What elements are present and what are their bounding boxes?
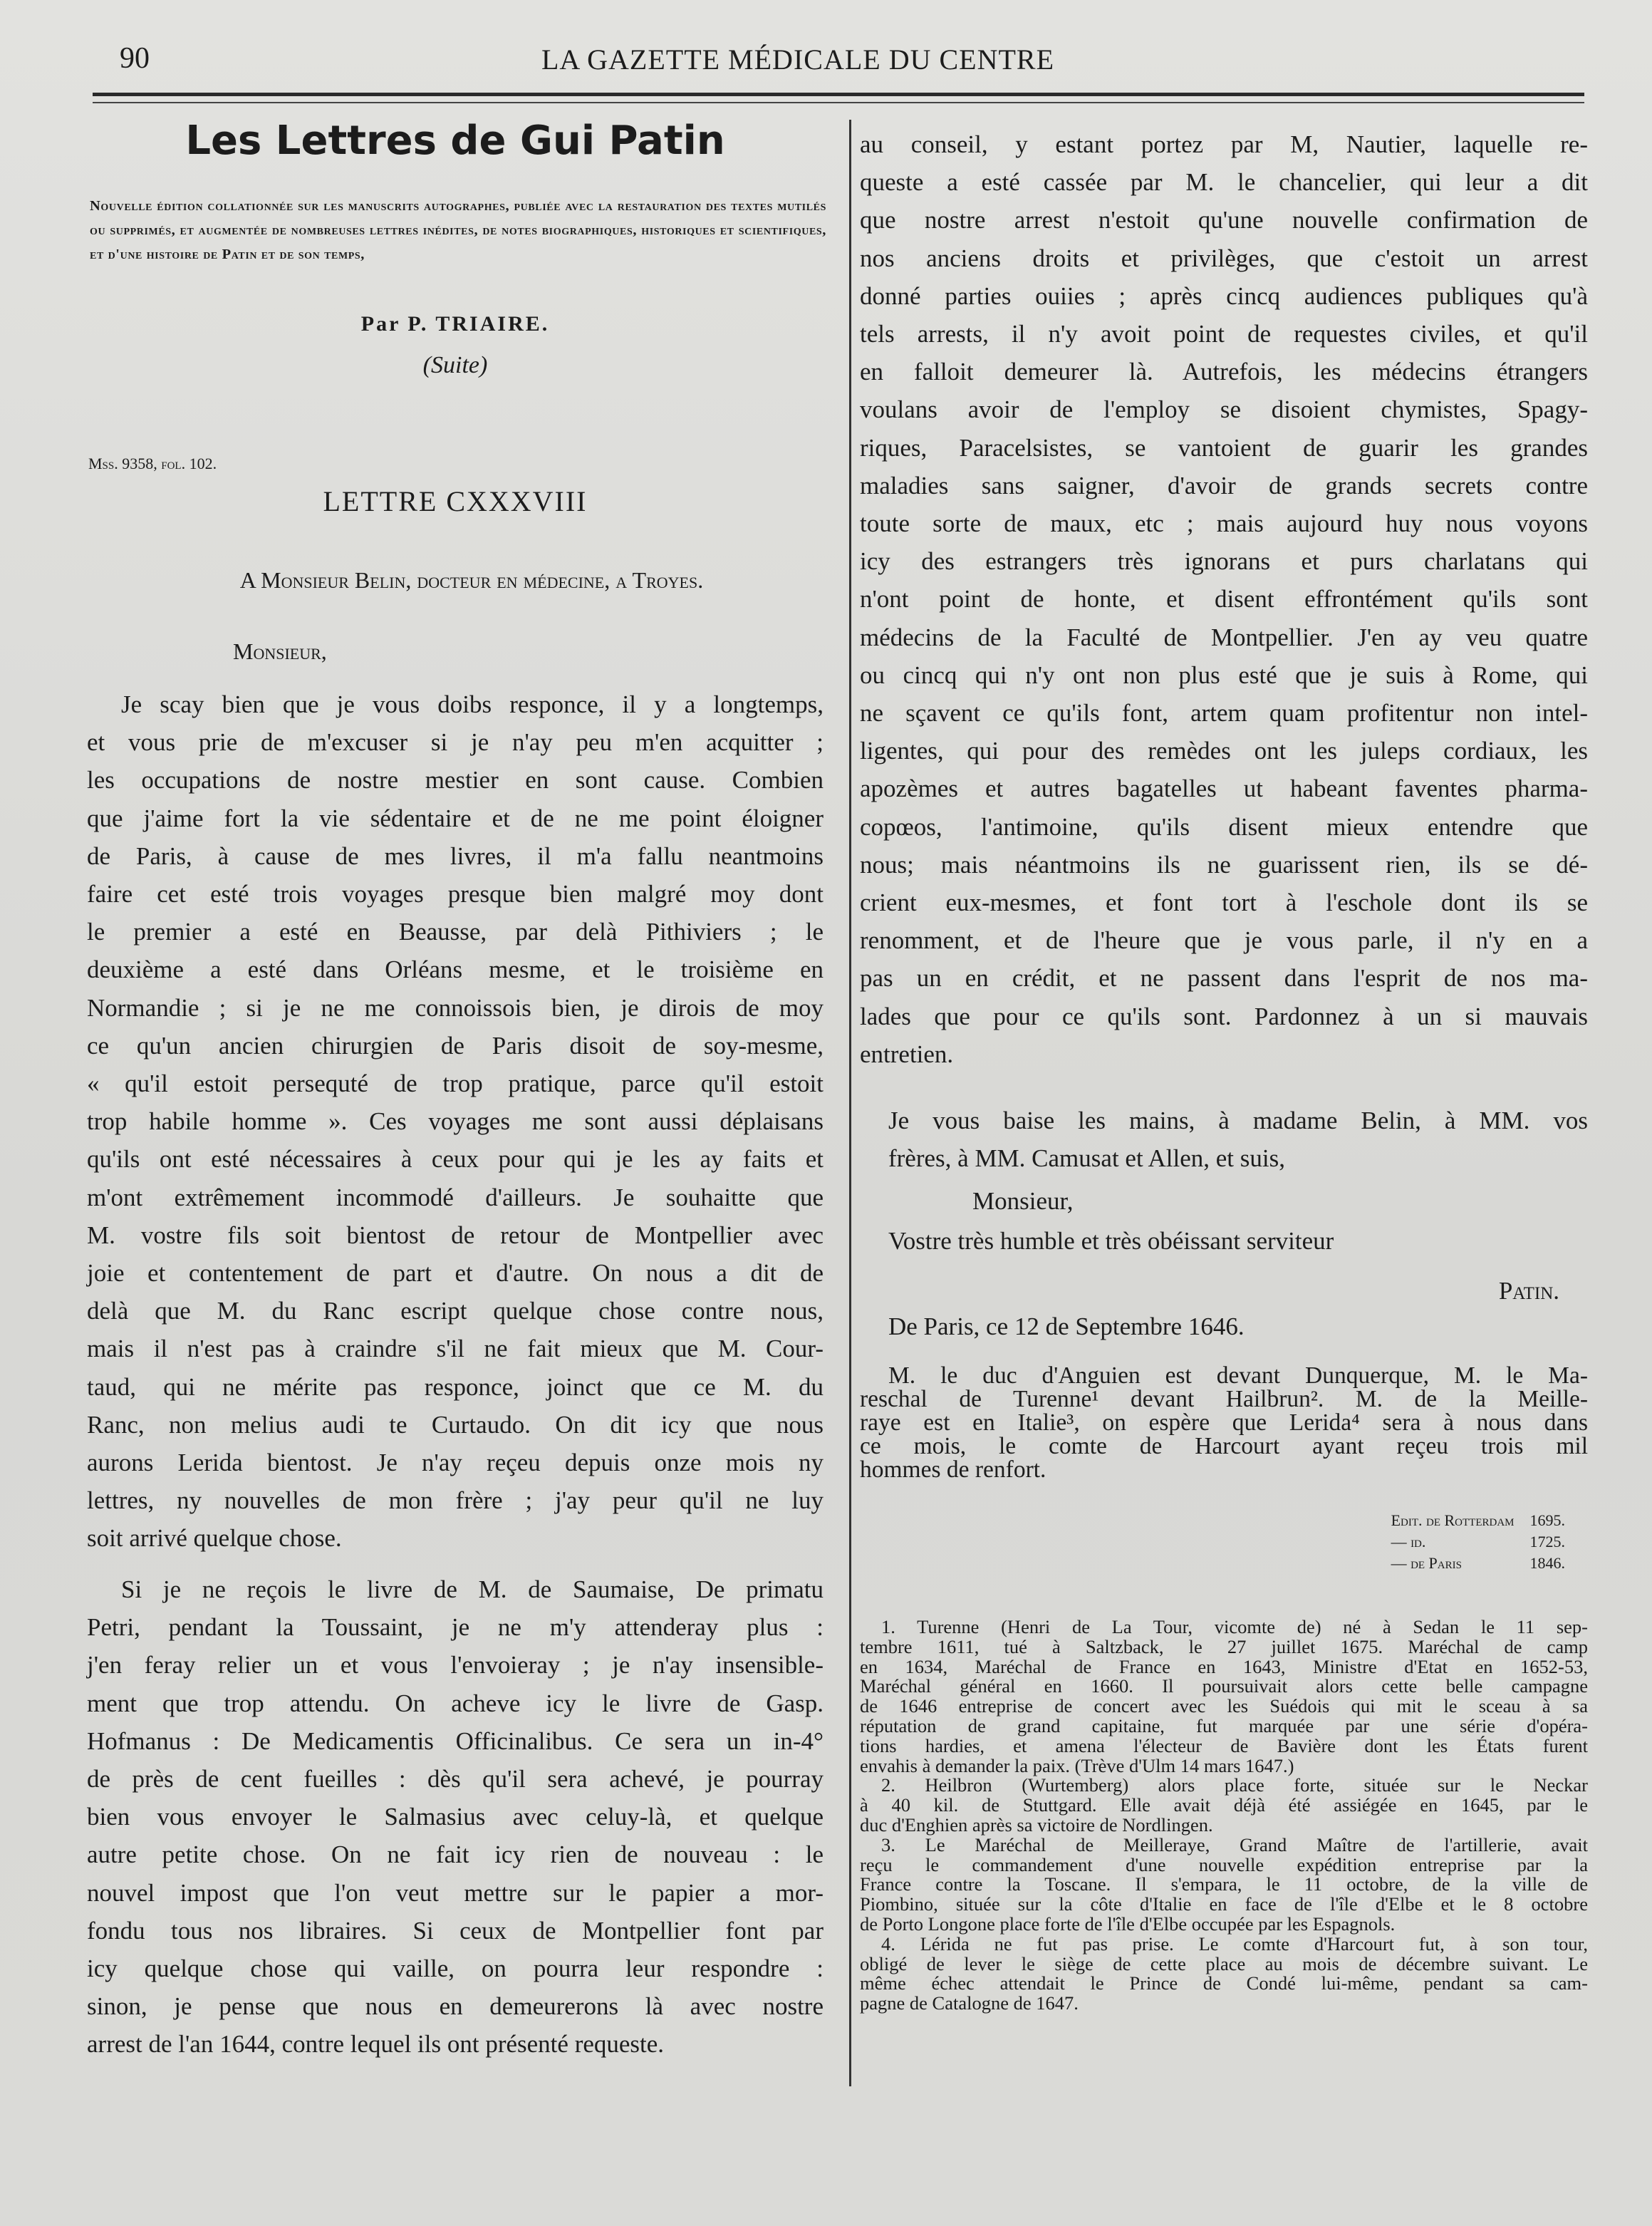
text-line: lades que pour ce qu'ils sont. Pardonnez à un si mauvais: [860, 1002, 1588, 1030]
text-line: toute sorte de maux, etc ; mais aujourd huy nous voyons: [860, 509, 1588, 538]
edition-row: [1381, 1511, 1565, 1531]
text-line: voulans avoir de l'employ se disoient chymistes, Spagy-: [860, 395, 1588, 424]
text-line: nous; mais néantmoins ils ne guarissent rien, ils se dé-: [860, 850, 1588, 879]
text-line: delà que M. du Ranc escript quelque chose contre nous,: [87, 1297, 824, 1325]
byline: Par P. TRIAIRE.: [360, 312, 550, 336]
text-line: fondu tous nos libraires. Si ceux de Montpellier font par: [87, 1916, 824, 1945]
edition-row: [1381, 1532, 1565, 1552]
text-line: mais il n'est pas à craindre s'il ne fait mieux que M. Cour-: [87, 1335, 824, 1363]
text-line: arrest de l'an 1644, contre lequel ils ont présenté requeste.: [87, 2030, 665, 2059]
text-line: au conseil, y estant portez par M, Nautier, laquelle re-: [860, 130, 1588, 158]
text-line: et vous prie de m'excuser si je n'ay peu m'en acquitter ;: [87, 728, 824, 757]
text-line: le premier a esté en Beausse, par delà Pithiviers ; le: [87, 918, 824, 946]
footnote: [860, 1617, 1588, 1776]
text-line: copœos, l'antimoine, qu'ils disent mieux entendre que: [860, 812, 1588, 841]
text-line: ment que trop attendu. On acheve icy le livre de Gasp.: [87, 1689, 824, 1717]
dateline: De Paris, ce 12 de Septembre 1646.: [888, 1313, 1245, 1340]
text-line: les occupations de nostre mestier en sont cause. Combien: [87, 766, 824, 794]
text-line: frères, à MM. Camusat et Allen, et suis,: [888, 1144, 1285, 1173]
text-line: M. vostre fils soit bientost de retour de Montpellier avec: [87, 1221, 824, 1249]
letter-salutation: Monsieur,: [233, 638, 327, 664]
text-line: renomment, et de l'heure que je vous parle, il n'y en a: [860, 926, 1588, 955]
column-divider: [849, 120, 851, 2086]
continuation-note: (Suite): [422, 352, 488, 378]
text-line: queste a esté cassée par M. le chancelier, qui leur a dit: [860, 168, 1588, 197]
text-line: lettres, ny nouvelles de mon frère ; j'ay peur qu'il ne luy: [87, 1486, 824, 1515]
manuscript-reference: Mss. 9358, fol. 102.: [88, 455, 217, 472]
text-line: ce qu'un ancien chirurgien de Paris disoit de soy-mesme,: [87, 1031, 824, 1060]
text-line: reschal de Turenne¹ devant Hailbrun². M. de la Meille-: [860, 1386, 1588, 1412]
footnote-line: reçu le commandement d'une nouvelle expédition entreprise par la: [860, 1853, 1588, 1875]
text-line: pas un en crédit, et ne passent dans l'esprit de nos ma-: [860, 964, 1588, 993]
editions-list: [1380, 1509, 1567, 1575]
text-line: maladies sans saigner, d'avoir de grands secrets contre: [860, 471, 1588, 499]
text-line: riques, Paracelsistes, se vantoient de guarir les grandes: [860, 433, 1588, 462]
text-line: j'en feray relier un et vous l'envoieray ; je n'ay insensible-: [87, 1651, 824, 1679]
edition-label: — de Paris: [1391, 1554, 1462, 1572]
text-line: taud, qui ne mérite pas responce, joinct que ce M. du: [87, 1372, 824, 1401]
footnote: [860, 1776, 1588, 1835]
text-line: Petri, pendant la Toussaint, je ne m'y attenderay plus :: [87, 1613, 824, 1642]
footnote-line: Maréchal général en 1660. Il poursuivait alors cette belle campagne: [860, 1675, 1588, 1697]
text-line: médecins de la Faculté de Montpellier. J'en ay veu quatre: [860, 623, 1588, 651]
footnote-line: même échec attendait le Prince de Condé lui-même, pendant sa cam-: [860, 1972, 1588, 1994]
text-line: bien vous envoyer le Salmasius avec celuy-là, et quelque: [87, 1803, 824, 1831]
text-line: ligentes, qui pour des remèdes ont les juleps cordiaux, les: [860, 737, 1588, 765]
text-line: entretien.: [860, 1040, 954, 1068]
text-line: M. le duc d'Anguien est devant Dunquerque, M. le Ma-: [888, 1362, 1588, 1389]
closing-address: Monsieur,: [972, 1187, 1074, 1215]
text-line: ne sçavent ce qu'ils font, artem quam profitentur non intel-: [860, 699, 1588, 728]
footnote-line: de Porto Longone place forte de l'île d'Elbe occupée par les Espagnols.: [860, 1912, 1396, 1935]
footnote-line: obligé de lever le siège de cette place au mois de décembre suivant. Le: [860, 1952, 1588, 1974]
text-line: sinon, je pense que nous en demeurerons là avec nostre: [87, 1992, 824, 2021]
footnote-line: Piombino, située sur la côte d'Italie en face de l'île d'Elbe et le 8 octobre: [860, 1893, 1588, 1915]
footnote-line: tions hardies, et amena l'électeur de Bavière dont les États furent: [860, 1734, 1588, 1756]
footnote-line: France contre la Toscane. Il s'empara, le 11 octobre, de la ville de: [860, 1873, 1588, 1895]
text-line: trop habile homme ». Ces voyages me sont aussi déplaisans: [87, 1107, 824, 1136]
footnote: [860, 1833, 1588, 1935]
edition-year: 1695.: [1529, 1511, 1565, 1529]
text-line: autre petite chose. On ne fait icy rien de nouveau : le: [87, 1841, 824, 1869]
footnote-line: 2. Heilbron (Wurtemberg) alors place forte, située sur le Neckar: [881, 1774, 1588, 1796]
text-line: nos anciens droits et privilèges, que c'estoit un arrest: [860, 244, 1588, 272]
footnote-line: duc d'Enghien après sa victoire de Nordlingen.: [860, 1813, 1213, 1836]
text-line: « qu'il estoit persequté de trop pratique, parce qu'il estoit: [87, 1070, 824, 1098]
signature: Patin.: [1498, 1277, 1559, 1305]
footnote-line: en 1634, Maréchal de France en 1643, Ministre d'Etat en 1652-53,: [860, 1655, 1588, 1677]
text-line: faire cet esté trois voyages presque bien malgré moy dont: [87, 880, 824, 908]
text-line: raye est en Italie³, on espère que Lerida⁴ sera à nous dans: [860, 1409, 1588, 1436]
text-line: hommes de renfort.: [860, 1456, 1046, 1483]
article-subtitle: Nouvelle édition collationnée sur les manuscrits autographes, publiée avec la restauration des textes mutilés ou supprimés, et augmentée de nombreuses lettres inédites, de notes biographiques, historiques et scientifiques, et d'une histoire de Patin et de son temps,: [90, 198, 826, 262]
header-rule-thin: [93, 102, 1584, 103]
postscript: [860, 1364, 1588, 1481]
header-rule: [93, 93, 1584, 96]
text-line: deuxième a esté dans Orléans mesme, et le troisième en: [87, 956, 824, 984]
text-line: qu'ils ont esté nécessaires à ceux pour qui je les ay faits et: [87, 1145, 824, 1174]
text-line: Si je ne reçois le livre de M. de Saumaise, De primatu: [121, 1575, 824, 1603]
text-line: n'ont point de honte, et disent effrontément qu'ils sont: [860, 585, 1588, 614]
text-line: m'ont extrêmement incommodé d'ailleurs. Je souhaitte que: [87, 1183, 824, 1211]
text-line: Je scay bien que je vous doibs responce, il y a longtemps,: [121, 690, 824, 718]
footnote-line: réputation de grand capitaine, fut marquée par une série d'opéra-: [860, 1714, 1588, 1736]
text-line: aurons Lerida bientost. Je n'ay reçeu depuis onze mois ny: [87, 1449, 824, 1477]
footnote-line: 4. Lérida ne fut pas prise. Le comte d'Harcourt fut, à son tour,: [881, 1932, 1588, 1955]
text-line: que nostre arrest n'estoit qu'une nouvelle confirmation de: [860, 206, 1588, 234]
text-line: tels arrests, il n'y avoit point de requestes civiles, et qu'il: [860, 320, 1588, 348]
letter-paragraph: [87, 685, 824, 1558]
footnote-line: 1. Turenne (Henri de La Tour, vicomte de) né à Sedan le 11 sep-: [881, 1616, 1588, 1637]
footnote-line: envahis à demander la paix. (Trève d'Ulm 14 mars 1647.): [860, 1754, 1294, 1776]
edition-label: — id.: [1391, 1533, 1426, 1551]
text-line: joie et contentement de part et d'autre. On nous a dit de: [87, 1259, 824, 1288]
closing-phrase: Vostre très humble et très obéissant serviteur: [888, 1227, 1334, 1255]
text-line: ce mois, le comte de Harcourt ayant reçeu trois mil: [860, 1433, 1588, 1459]
text-line: ou cincq qui n'y ont non plus esté que je suis à Rome, qui: [860, 661, 1588, 689]
text-line: icy des estrangers très ignorans et purs charlatans qui: [860, 547, 1588, 576]
page-number: 90: [120, 42, 150, 75]
text-line: nouvel impost que l'on veut mettre sur le papier a mor-: [87, 1878, 824, 1907]
edition-row: [1381, 1553, 1565, 1573]
edition-label: Edit. de Rotterdam: [1391, 1511, 1515, 1529]
article-title: Les Lettres de Gui Patin: [185, 118, 725, 164]
letter-addressee: A Monsieur Belin, docteur en médecine, a Troyes.: [239, 567, 704, 593]
footnotes: [860, 1617, 1588, 2014]
letter-paragraph: [860, 125, 1588, 1073]
text-line: que j'aime fort la vie sédentaire et de ne me point éloigner: [87, 804, 824, 832]
edition-year: 1725.: [1529, 1533, 1565, 1551]
edition-year: 1846.: [1529, 1554, 1565, 1572]
text-line: donné parties ouiies ; après cincq audiences publiques qu'à: [860, 281, 1588, 310]
text-line: de près de cent fueilles : dès qu'il sera achevé, je pourray: [87, 1765, 824, 1793]
letter-paragraph: [87, 1570, 824, 2064]
footnote-line: à 40 kil. de Stuttgard. Elle avait déjà été assiégée en 1645, par le: [860, 1794, 1588, 1816]
text-line: Normandie ; si je ne me connoissois bien, je dirois de moy: [87, 993, 824, 1022]
text-line: en falloit demeurer là. Autrefois, les médecins étrangers: [860, 358, 1588, 386]
text-line: icy quelque chose qui vaille, on pourra leur respondre :: [87, 1955, 824, 1983]
text-line: crient eux-mesmes, et font tort à l'eschole dont ils se: [860, 889, 1588, 917]
text-line: Ranc, non melius audi te Curtaudo. On dit icy que nous: [87, 1410, 824, 1439]
text-line: soit arrivé quelque chose.: [87, 1524, 342, 1553]
footnote-line: de 1646 entreprise de concert avec les Suédois qui mit le sceau à sa: [860, 1695, 1588, 1717]
letter-number: LETTRE CXXXVIII: [323, 485, 588, 517]
footnote-line: tembre 1611, tué à Saltzback, le 27 juillet 1675. Maréchal de camp: [860, 1635, 1588, 1657]
letter-paragraph: [888, 1102, 1588, 1177]
text-line: apozèmes et autres bagatelles ut habeant faventes pharma-: [860, 775, 1588, 803]
running-title: LA GAZETTE MÉDICALE DU CENTRE: [541, 43, 1055, 76]
footnote: [860, 1932, 1588, 2014]
footnote-line: 3. Le Maréchal de Meilleraye, Grand Maître de l'artillerie, avait: [881, 1833, 1588, 1855]
text-line: Je vous baise les mains, à madame Belin, à MM. vos: [888, 1107, 1588, 1134]
text-line: Hofmanus : De Medicamentis Officinalibus. Ce sera un in-4°: [87, 1727, 824, 1755]
text-line: de Paris, à cause de mes livres, il m'a fallu neantmoins: [87, 842, 824, 870]
footnote-line: pagne de Catalogne de 1647.: [860, 1992, 1079, 2014]
